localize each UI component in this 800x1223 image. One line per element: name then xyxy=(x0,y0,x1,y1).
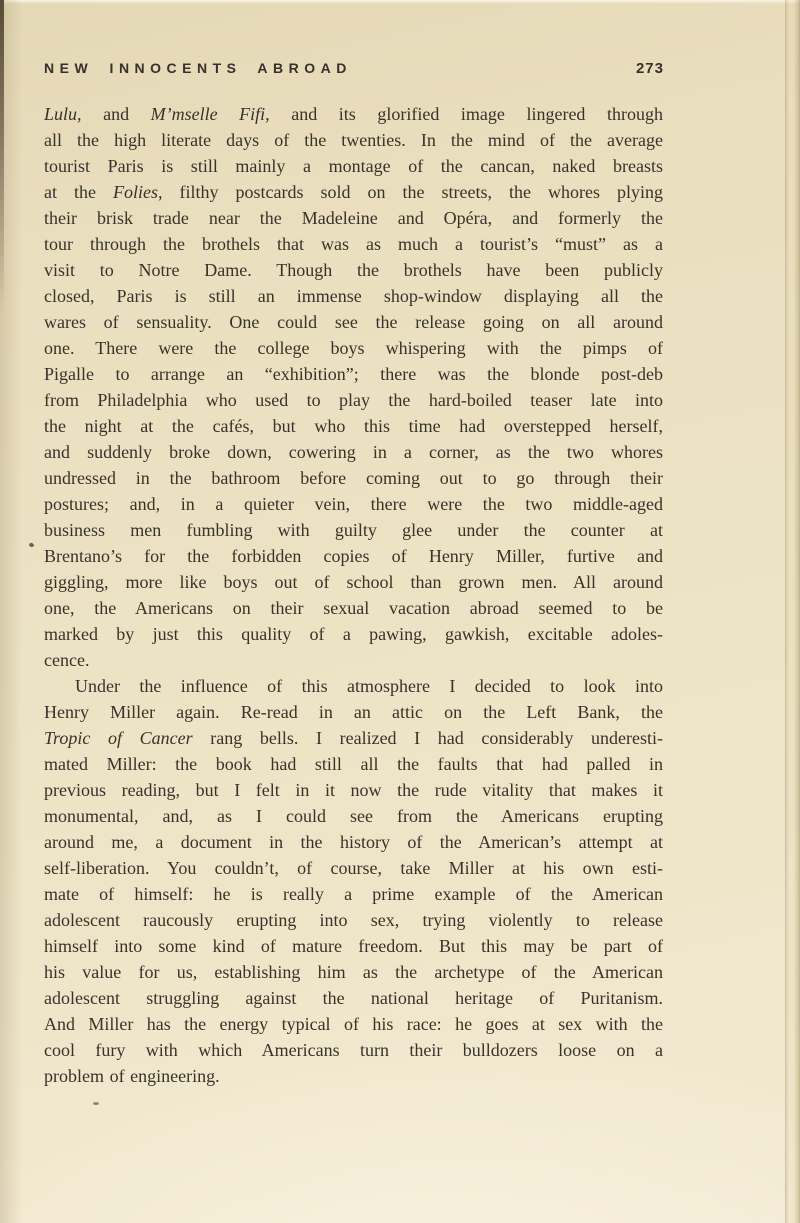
text-column xyxy=(44,101,663,1089)
text-line: Under the influence of this atmosphere I decided to look into xyxy=(75,676,663,696)
text-line: previous reading, but I felt in it now the rude vitality that makes it xyxy=(44,780,663,800)
page-number: 273 xyxy=(635,60,664,77)
text-line: business men fumbling with guilty glee under the counter at xyxy=(44,520,663,540)
text-line: their brisk trade near the Madeleine and Opéra, and formerly the xyxy=(44,208,663,228)
text-line: And Miller has the energy typical of his race: he goes at sex with the xyxy=(44,1014,663,1034)
text-line: adolescent struggling against the national heritage of Puritanism. xyxy=(44,988,663,1008)
text-line: himself into some kind of mature freedom. But this may be part of xyxy=(44,936,663,956)
text-line: mated Miller: the book had still all the faults that had palled in xyxy=(44,754,663,774)
scan-top-edge xyxy=(0,0,800,4)
text-line: Henry Miller again. Re-read in an attic on the Left Bank, the xyxy=(44,702,663,722)
text-line: monumental, and, as I could see from the Americans erupting xyxy=(44,806,663,826)
text-line: postures; and, in a quieter vein, there were the two middle-aged xyxy=(44,494,663,514)
running-title: NEW INNOCENTS ABROAD xyxy=(44,60,352,76)
text-line: marked by just this quality of a pawing, gawkish, excitable adoles- xyxy=(44,624,663,644)
text-line: Tropic of Cancer rang bells. I realized I had considerably underesti- xyxy=(44,728,663,748)
text-line: cool fury with which Americans turn their bulldozers loose on a xyxy=(44,1040,663,1060)
text-line: one. There were the college boys whispering with the pimps of xyxy=(44,338,663,358)
text-line: self-liberation. You couldn’t, of course, take Miller at his own esti- xyxy=(44,858,663,878)
text-line: Lulu, and M’mselle Fifi, and its glorified image lingered through xyxy=(44,104,663,124)
text-line: mate of himself: he is really a prime example of the American xyxy=(44,884,663,904)
text-line: and suddenly broke down, cowering in a corner, as the two whores xyxy=(44,442,663,462)
text-line: Brentano’s for the forbidden copies of Henry Miller, furtive and xyxy=(44,546,663,566)
text-line: tourist Paris is still mainly a montage of the cancan, naked breasts xyxy=(44,156,663,176)
text-line: the night at the cafés, but who this time had overstepped herself, xyxy=(44,416,663,436)
text-line: giggling, more like boys out of school than grown men. All around xyxy=(44,572,663,592)
text-line: closed, Paris is still an immense shop-window displaying all the xyxy=(44,286,663,306)
text-line: around me, a document in the history of the American’s attempt at xyxy=(44,832,663,852)
text-line: visit to Notre Dame. Though the brothels have been publicly xyxy=(44,260,663,280)
text-line: undressed in the bathroom before coming out to go through their xyxy=(44,468,663,488)
text-line: one, the Americans on their sexual vacation abroad seemed to be xyxy=(44,598,663,618)
text-line: adolescent raucously erupting into sex, trying violently to release xyxy=(44,910,663,930)
text-line: wares of sensuality. One could see the release going on all around xyxy=(44,312,663,332)
paper-speck xyxy=(93,1102,99,1105)
text-line: tour through the brothels that was as much a tourist’s “must” as a xyxy=(44,234,663,254)
text-line: Pigalle to arrange an “exhibition”; there was the blonde post-deb xyxy=(44,364,663,384)
text-line: his value for us, establishing him as the archetype of the American xyxy=(44,962,663,982)
running-head xyxy=(44,60,664,77)
text-line: all the high literate days of the twenties. In the mind of the average xyxy=(44,130,663,150)
text-line: problem of engineering. xyxy=(44,1066,220,1086)
paper-speck xyxy=(28,542,34,547)
text-line: cence. xyxy=(44,650,90,670)
text-line: at the Folies, filthy postcards sold on the streets, the whores plying xyxy=(44,182,663,202)
text-line: from Philadelphia who used to play the hard-boiled teaser late into xyxy=(44,390,663,410)
book-page-right-edge xyxy=(785,0,800,1223)
scan-left-dark-edge xyxy=(0,0,4,310)
